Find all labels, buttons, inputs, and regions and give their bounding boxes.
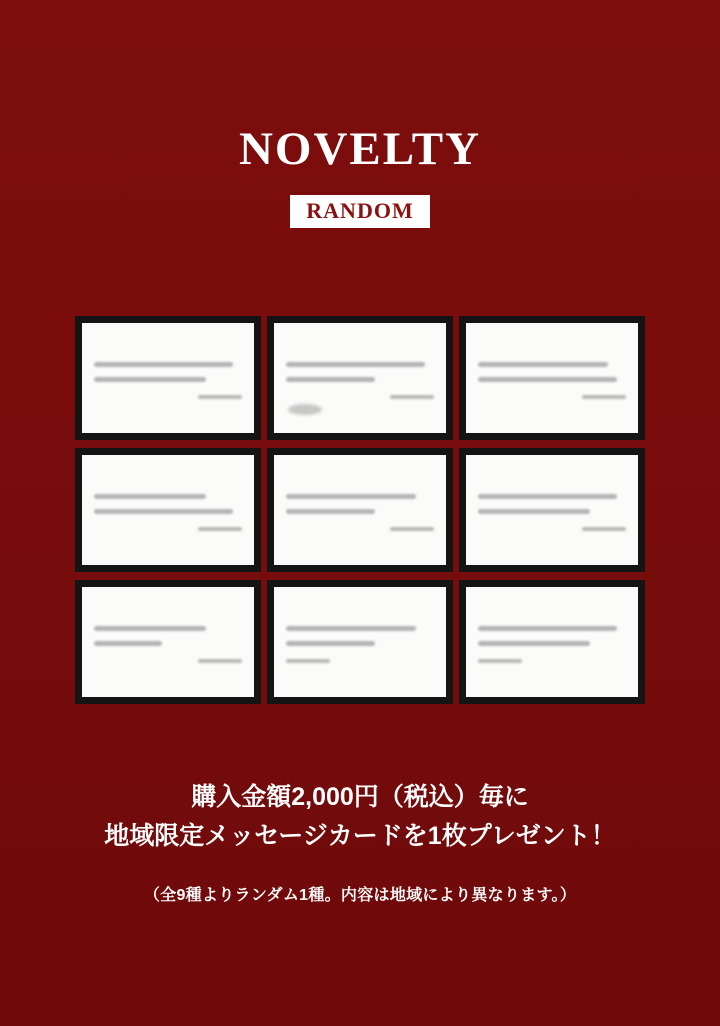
handwriting-stroke — [94, 362, 233, 367]
handwriting-stroke — [94, 626, 206, 631]
card-paper — [82, 455, 254, 565]
handwriting-stroke — [478, 494, 617, 499]
footer-note: （全9種よりランダム1種。内容は地域により異なります。） — [143, 886, 577, 904]
handwriting-stroke — [94, 494, 206, 499]
handwriting-blotch — [288, 404, 322, 415]
handwriting-stroke — [94, 377, 206, 382]
card-paper — [274, 455, 446, 565]
message-card-gallery — [75, 316, 645, 704]
message-card-9[interactable] — [459, 580, 645, 704]
handwriting-signature — [286, 659, 330, 663]
footer-line-2: 地域限定メッセージカードを1枚プレゼント！ — [104, 821, 616, 850]
handwriting-signature — [198, 395, 242, 399]
card-paper — [466, 455, 638, 565]
handwriting-stroke — [286, 509, 375, 514]
handwriting-signature — [582, 527, 626, 531]
handwriting-signature — [390, 395, 434, 399]
handwriting-stroke — [94, 509, 233, 514]
message-card-2[interactable] — [267, 316, 453, 440]
message-card-6[interactable] — [459, 448, 645, 572]
card-paper — [82, 587, 254, 697]
handwriting-signature — [198, 527, 242, 531]
message-card-3[interactable] — [459, 316, 645, 440]
message-card-5[interactable] — [267, 448, 453, 572]
card-paper — [466, 587, 638, 697]
handwriting-stroke — [478, 362, 608, 367]
status-badge: RANDOM — [290, 195, 429, 228]
footer-line-1: 購入金額2,000円（税込）毎に — [191, 783, 529, 811]
handwriting-stroke — [478, 641, 590, 646]
handwriting-stroke — [286, 641, 375, 646]
handwriting-stroke — [478, 509, 590, 514]
card-paper — [82, 323, 254, 433]
card-paper — [274, 587, 446, 697]
handwriting-stroke — [286, 494, 416, 499]
message-card-1[interactable] — [75, 316, 261, 440]
page-title: NOVELTY — [238, 123, 482, 175]
handwriting-signature — [390, 527, 434, 531]
handwriting-stroke — [286, 626, 416, 631]
card-paper — [466, 323, 638, 433]
message-card-8[interactable] — [267, 580, 453, 704]
message-card-7[interactable] — [75, 580, 261, 704]
handwriting-signature — [582, 395, 626, 399]
message-card-4[interactable] — [75, 448, 261, 572]
handwriting-stroke — [478, 377, 617, 382]
handwriting-signature — [198, 659, 242, 663]
handwriting-stroke — [286, 377, 375, 382]
handwriting-stroke — [286, 362, 425, 367]
footer-text-block — [0, 778, 720, 905]
handwriting-stroke — [478, 626, 617, 631]
card-paper — [274, 323, 446, 433]
handwriting-stroke — [94, 641, 162, 646]
handwriting-signature — [478, 659, 522, 663]
